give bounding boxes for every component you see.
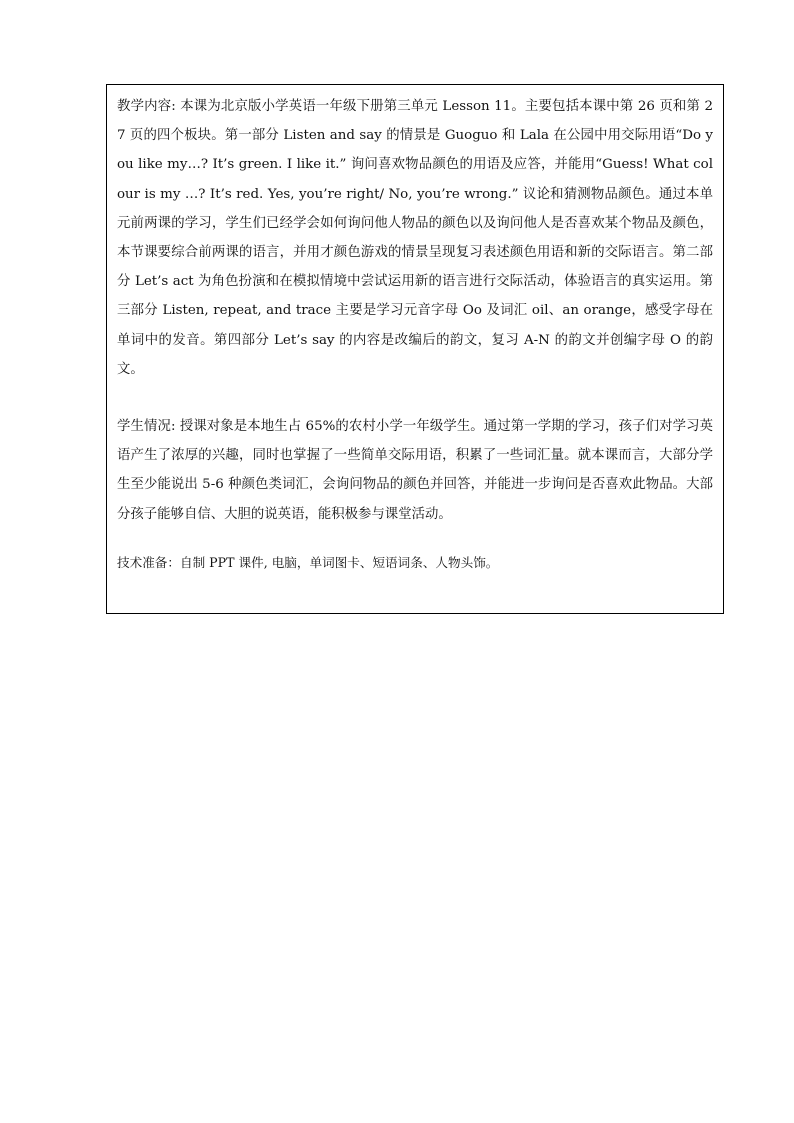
lesson-info-table-cell [106, 84, 724, 614]
student-situation-paragraph: 学生情况: 授课对象是本地生占 65%的农村小学一年级学生。通过第一学期的学习，孩子们对学习英语产生了浓厚的兴趣，同时也掌握了一些简单交际用语，积累了一些词汇量。就本课而言，大部分学生至少能说出 5-6 种颜色类词汇，会询问物品的颜色并回答，并能进一步询问是否喜欢此物品。大部分孩子能够自信、大胆的说英语，能积极参与课堂活动。 [117, 419, 713, 522]
teaching-content-paragraph: 教学内容: 本课为北京版小学英语一年级下册第三单元 Lesson 11。主要包括本课中第 26 页和第 27 页的四个板块。第一部分 Listen and say 的情景是 Guoguo 和 Lala 在公园中用交际用语“Do you like my…? It’s green. I like it.” 询问喜欢物品颜色的用语及应答，并能用“Guess! What colour is my …? It’s red. Yes, you’re right/ No, you’re wrong.” 议论和猜测物品颜色。通过本单元前两课的学习，学生们已经学会如何询问他人物品的颜色以及询问他人是否喜欢某个物品及颜色，本节课要综合前两课的语言，并用才颜色游戏的情景呈现复习表述颜色用语和新的交际语言。第二部分 Let’s act 为角色扮演和在模拟情境中尝试运用新的语言进行交际活动，体验语言的真实运用。第三部分 Listen, repeat, and trace 主要是学习元音字母 Oo 及词汇 oil、an orange，感受字母在单词中的发音。第四部分 Let’s say 的内容是改编后的韵文，复习 A-N 的韵文并创编字母 O 的韵文。 [117, 99, 713, 377]
technical-preparation-paragraph: 技术准备：自制 PPT 课件, 电脑，单词图卡、短语词条、人物头饰。 [117, 554, 499, 570]
